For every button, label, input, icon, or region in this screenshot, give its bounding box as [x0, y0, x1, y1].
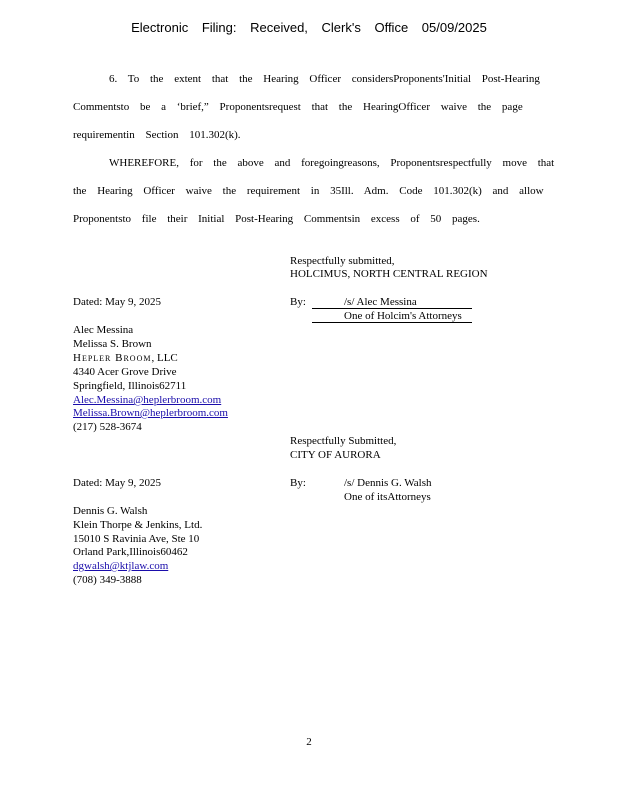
sig2-role: One of itsAttorneys: [344, 491, 431, 503]
filing-stamp: Electronic Filing: Received, Clerk's Office 05/09/2025: [131, 20, 487, 35]
sig1-firm-suffix: , LLC: [151, 352, 178, 364]
sig1-signature: /s/ Alec Messina: [344, 296, 417, 308]
sig2-email-link[interactable]: dgwalsh@ktjlaw.com: [73, 560, 169, 572]
sig1-address1: 4340 Acer Grove Drive: [73, 366, 177, 378]
wherefore-line1: WHEREFORE, for the above and foregoingreasons, Proponentsrespectfully move that: [109, 157, 555, 169]
para6-line3: requirementin Section 101.302(k).: [73, 129, 241, 141]
sig1-by-label: By:: [290, 296, 306, 308]
sig2-phone: (708) 349-3888: [73, 574, 142, 586]
sig2-dated: Dated: May 9, 2025: [73, 477, 161, 489]
sig1-email2-link[interactable]: Melissa.Brown@heplerbroom.com: [73, 407, 228, 419]
sig1-respectfully: Respectfully submitted,: [290, 255, 395, 267]
wherefore-line3: Proponentsto file their Initial Post-Hearing Commentsin excess of 50 pages.: [73, 213, 480, 225]
sig1-firm: Hepler Broom: [73, 352, 152, 364]
sig1-counsel-1: Alec Messina: [73, 324, 134, 336]
wherefore-line2: the Hearing Officer waive the requirement in 35Ill. Adm. Code 101.302(k) and allow: [73, 185, 544, 197]
sig2-address2: Orland Park,Illinois60462: [73, 546, 188, 558]
sig2-respectfully: Respectfully Submitted,: [290, 435, 397, 447]
sig1-firm-line: [73, 352, 178, 364]
page-number: 2: [306, 736, 312, 748]
sig1-party: HOLCIMUS, NORTH CENTRAL REGION: [290, 268, 488, 280]
sig2-signature: /s/ Dennis G. Walsh: [344, 477, 432, 489]
sig2-party: CITY OF AURORA: [290, 449, 381, 461]
para6-line1: 6. To the extent that the Hearing Officer considersProponents'Initial Post-Hearing: [109, 73, 540, 85]
sig1-counsel-2: Melissa S. Brown: [73, 338, 152, 350]
sig1-address2: Springfield, Illinois62711: [73, 380, 187, 392]
sig1-email1-link[interactable]: Alec.Messina@heplerbroom.com: [73, 394, 222, 406]
sig2-firm: Klein Thorpe & Jenkins, Ltd.: [73, 519, 203, 531]
sig2-by-label: By:: [290, 477, 306, 489]
sig1-dated: Dated: May 9, 2025: [73, 296, 161, 308]
sig2-address1: 15010 S Ravinia Ave, Ste 10: [73, 533, 200, 545]
para6-line2: Commentsto be a ‘brief,” Proponentsrequest that the HearingOfficer waive the page: [73, 101, 523, 113]
sig1-phone: (217) 528-3674: [73, 421, 142, 433]
sig1-role-line: [312, 322, 472, 323]
sig1-signature-line: [312, 308, 472, 309]
sig2-counsel: Dennis G. Walsh: [73, 505, 148, 517]
sig1-role: One of Holcim's Attorneys: [344, 310, 462, 322]
